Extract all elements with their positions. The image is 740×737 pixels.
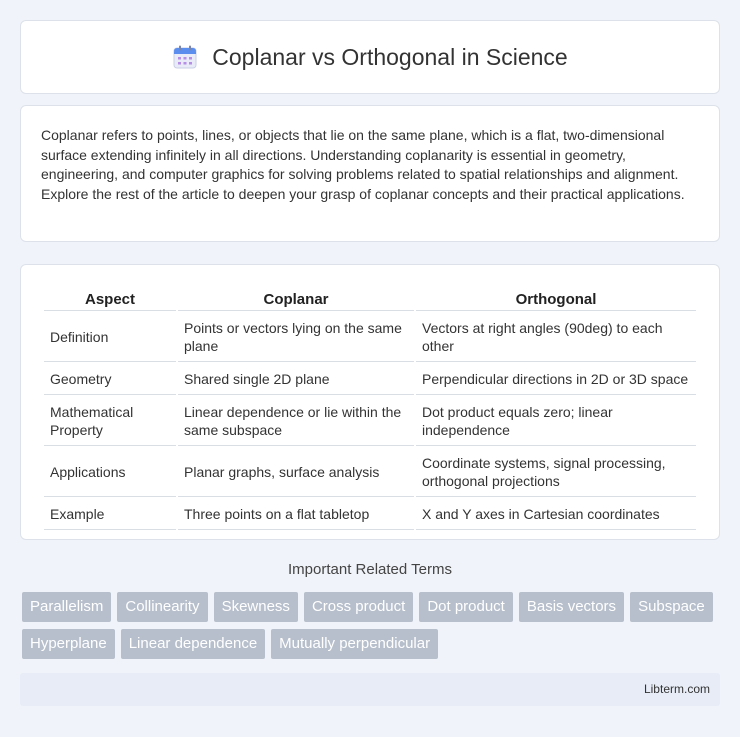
table-row	[44, 313, 696, 362]
related-terms-list	[22, 592, 722, 666]
tag-parallelism[interactable]: Parallelism	[22, 592, 111, 622]
table-header-row	[44, 287, 696, 311]
footer	[20, 673, 720, 706]
comparison-table-card	[20, 264, 720, 540]
page-title: Coplanar vs Orthogonal in Science	[212, 43, 568, 70]
header-coplanar: Coplanar	[178, 287, 414, 311]
tag-mutually-perpendicular[interactable]: Mutually perpendicular	[271, 629, 438, 659]
tag-skewness[interactable]: Skewness	[214, 592, 298, 622]
tag-cross-product[interactable]: Cross product	[304, 592, 413, 622]
header-aspect: Aspect	[44, 287, 176, 311]
comparison-table	[42, 285, 698, 532]
table-row	[44, 448, 696, 497]
title-card	[20, 20, 720, 94]
header-orthogonal: Orthogonal	[416, 287, 696, 311]
calendar-icon	[172, 44, 198, 70]
table-cell: Definition	[44, 313, 176, 362]
table-cell: Linear dependence or lie within the same subspace	[178, 397, 414, 446]
tag-linear-dependence[interactable]: Linear dependence	[121, 629, 265, 659]
footer-brand-link[interactable]: Libterm.com	[643, 682, 710, 696]
table-cell: Mathematical Property	[44, 397, 176, 446]
table-cell: Points or vectors lying on the same plane	[178, 313, 414, 362]
table-cell: Vectors at right angles (90deg) to each other	[416, 313, 696, 362]
table-cell: Perpendicular directions in 2D or 3D space	[416, 364, 696, 395]
intro-paragraph: Coplanar refers to points, lines, or objects that lie on the same plane, which is a flat, two-dimensional surface extending infinitely in all directions. Understanding coplanarity is essential in geometry, engineering, and computer graphics for solving problems related to spatial relationships and alignment. Explore the rest of the article to deepen your grasp of coplanar concepts and their practical applications.	[41, 127, 685, 202]
table-cell: Geometry	[44, 364, 176, 395]
table-cell: Three points on a flat tabletop	[178, 499, 414, 530]
table-cell: Planar graphs, surface analysis	[178, 448, 414, 497]
related-terms-title: Important Related Terms	[288, 561, 452, 578]
tag-subspace[interactable]: Subspace	[630, 592, 713, 622]
table-cell: Coordinate systems, signal processing, orthogonal projections	[416, 448, 696, 497]
table-cell: Shared single 2D plane	[178, 364, 414, 395]
tag-dot-product[interactable]: Dot product	[419, 592, 513, 622]
table-row	[44, 499, 696, 530]
tag-basis-vectors[interactable]: Basis vectors	[519, 592, 624, 622]
table-cell: Example	[44, 499, 176, 530]
table-cell: Dot product equals zero; linear independence	[416, 397, 696, 446]
tag-collinearity[interactable]: Collinearity	[117, 592, 207, 622]
table-cell: X and Y axes in Cartesian coordinates	[416, 499, 696, 530]
table-cell: Applications	[44, 448, 176, 497]
intro-card	[20, 105, 720, 242]
tag-hyperplane[interactable]: Hyperplane	[22, 629, 115, 659]
table-row	[44, 397, 696, 446]
table-row	[44, 364, 696, 395]
